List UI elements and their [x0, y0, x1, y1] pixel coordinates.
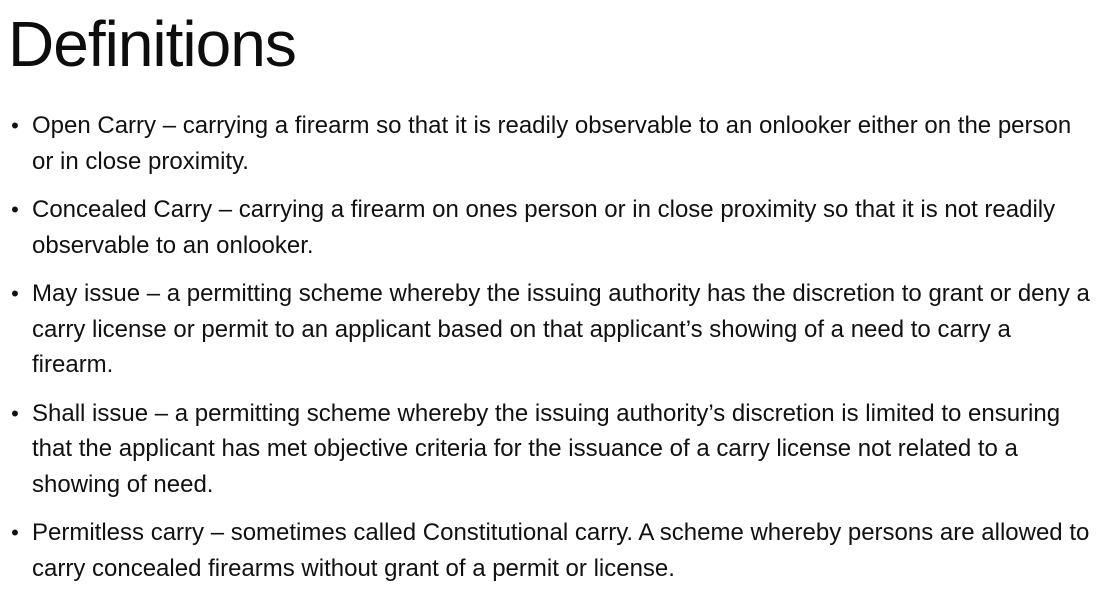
slide-title: Definitions — [8, 8, 296, 80]
definition-item-shall-issue — [0, 396, 1090, 503]
definition-text: Concealed Carry – carrying a firearm on ones person or in close proximity so that it is not readily observable to an onlooker. — [32, 196, 1056, 259]
bullet-icon: • — [11, 520, 19, 545]
definition-item-may-issue — [0, 276, 1090, 383]
definition-item-open-carry — [0, 108, 1090, 179]
definitions-list — [0, 108, 1090, 599]
definition-text: Permitless carry – sometimes called Constitutional carry. A scheme whereby persons are allowed to carry concealed firearms without grant of a permit or license. — [32, 519, 1090, 582]
definition-item-permitless-carry — [0, 515, 1090, 586]
definition-text: May issue – a permitting scheme whereby the issuing authority has the discretion to grant or deny a carry license or permit to an applicant based on that applicant’s showing of a need to carry a firearm. — [32, 280, 1090, 378]
definition-item-concealed-carry — [0, 192, 1090, 263]
bullet-icon: • — [11, 113, 19, 138]
definition-text: Open Carry – carrying a firearm so that it is readily observable to an onlooker either on the person or in close proximity. — [32, 112, 1072, 175]
bullet-icon: • — [11, 400, 19, 426]
bullet-icon: • — [11, 197, 19, 222]
definition-text: Shall issue – a permitting scheme whereby the issuing authority’s discretion is limited to ensuring that the applicant has met objective criteria for the issuance of a carry license not related to a showing of need. — [32, 399, 1061, 498]
bullet-icon: • — [11, 281, 19, 306]
